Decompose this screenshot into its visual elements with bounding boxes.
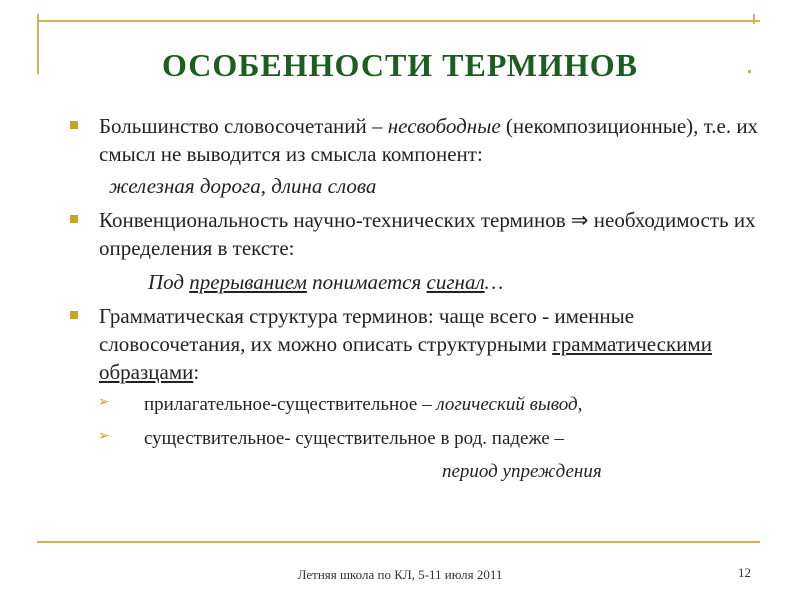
- bullet-1-em: несвободные: [387, 114, 501, 138]
- bullet-3-end: :: [193, 360, 200, 384]
- bullet-3: [66, 302, 766, 386]
- bullet-1-rest: (некомпозиционные), т.е. их смысл не выводится из смысла компонент:: [99, 114, 759, 166]
- sub-bullet-1-em: логический вывод,: [436, 394, 583, 415]
- example-1: железная дорога, длина слова: [109, 174, 377, 198]
- frame-bottom-line: [37, 541, 760, 543]
- bullet-2: [66, 206, 766, 262]
- bullet-square-icon: [70, 311, 78, 319]
- bullet-square-icon: [70, 215, 78, 223]
- example-2-pre: Под: [148, 270, 190, 294]
- footer-text: Летняя школа по КЛ, 5-11 июля 2011: [297, 567, 503, 582]
- slide-title: ОСОБЕННОСТИ ТЕРМИНОВ: [161, 47, 639, 83]
- bullet-1: [66, 112, 766, 168]
- sub-bullet-2-example: период упреждения: [442, 461, 602, 482]
- bullet-3-underlined: грамматическими образцами: [99, 332, 712, 384]
- example-2: [66, 268, 766, 296]
- bullet-square-icon: [70, 121, 78, 129]
- frame-top-line: [37, 20, 760, 22]
- example-2-end: …: [484, 270, 504, 294]
- frame-right-tick: [753, 14, 755, 24]
- example-2-term-2: сигнал: [426, 270, 485, 294]
- slide-content: [66, 112, 766, 486]
- page-number: 12: [738, 565, 751, 580]
- sub-bullet-2: [66, 426, 766, 452]
- sub-bullet-1-text: прилагательное-существительное –: [144, 394, 437, 415]
- bullet-3-pre: Грамматическая структура терминов: чаще всего - именные словосочетания, их можно описать структурными: [99, 304, 635, 356]
- sub-bullet-1: [66, 392, 766, 418]
- bullet-1-pre: Большинство словосочетаний –: [99, 114, 388, 138]
- arrow-bullet-icon: ➢: [98, 429, 110, 444]
- example-2-term-1: прерыванием: [189, 270, 307, 294]
- arrow-bullet-icon: ➢: [98, 395, 110, 410]
- sub-bullet-2-text: существительное- существительное в род. падеже –: [144, 428, 565, 449]
- bullet-2-text: Конвенциональность научно-технических терминов ⇒ необходимость их определения в тексте:: [99, 208, 756, 260]
- example-2-mid: понимается: [306, 270, 427, 294]
